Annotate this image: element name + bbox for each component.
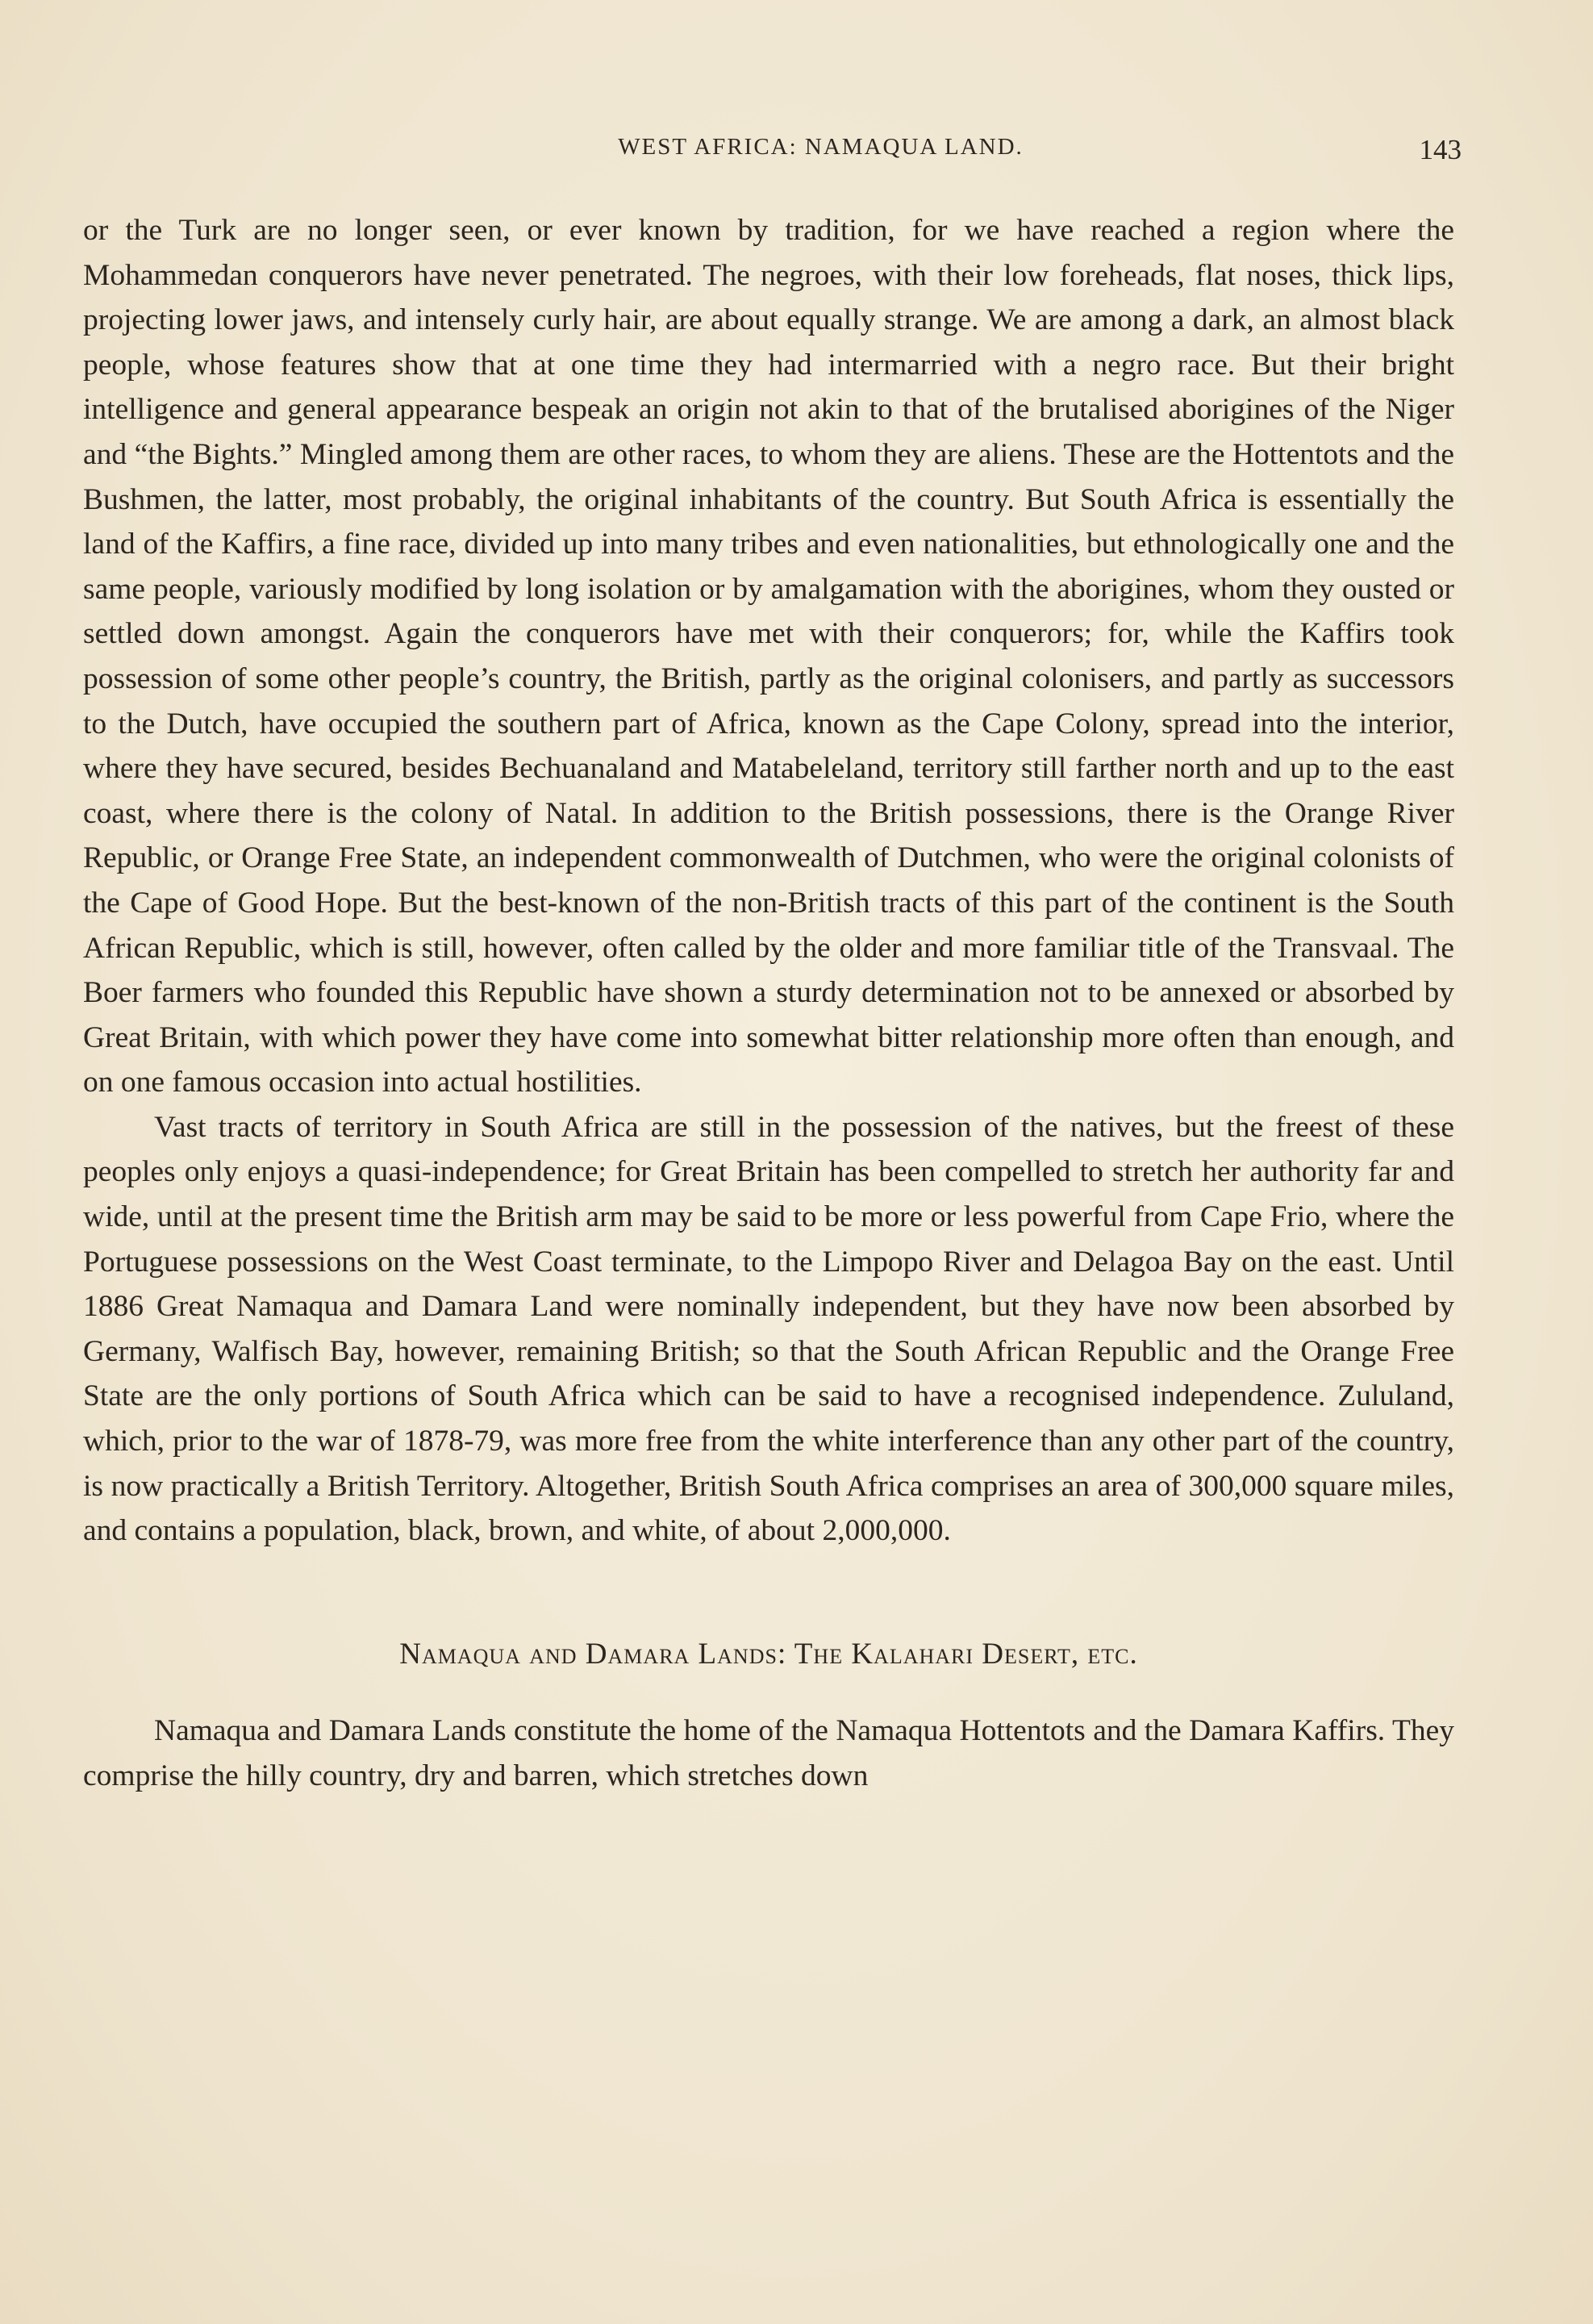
section-heading: Namaqua and Damara Lands: The Kalahari Desert, etc. [399,1637,1138,1671]
body-text [83,208,1454,1799]
paragraph-3: Namaqua and Damara Lands constitute the home of the Namaqua Hottentots and the Damara Kaffirs. They comprise the hilly country, dry and barren, which stretches down [83,1714,1454,1792]
page-number: 143 [1419,134,1462,165]
running-title: WEST AFRICA: NAMAQUA LAND. [618,134,1024,160]
running-head [0,134,1593,166]
paragraph-2: Vast tracts of territory in South Africa are still in the possession of the natives, but the freest of these peoples only enjoys a quasi-independence; for Great Britain has been compelled to stretch her authority far and wide, until at the present time the British arm may be said to be more or less powerful from Cape Frio, where the Portuguese possessions on the West Coast terminate, to the Limpopo River and Delagoa Bay on the east. Until 1886 Great Namaqua and Damara Land were nominally independent, but they have now been absorbed by Germany, Walfisch Bay, however, remaining British; so that the South African Republic and the Orange Free State are the only portions of South Africa which can be said to have a recognised independence. Zululand, which, prior to the war of 1878-79, was more free from the white interference than any other part of the country, is now practically a British Territory. Altogether, British South Africa comprises an area of 300,000 square miles, and contains a population, black, brown, and white, of about 2,000,000. [83,1110,1454,1548]
paragraph-1: or the Turk are no longer seen, or ever known by tradition, for we have reached a region where the Mohammedan conquerors have never penetrated. The negroes, with their low foreheads, flat noses, thick lips, projecting lower jaws, and intensely curly hair, are about equally strange. We are among a dark, an almost black people, whose features show that at one time they had intermarried with a negro race. But their bright intelligence and general appearance bespeak an origin not akin to that of the brutalised aborigines of the Niger and “the Bights.” Mingled among them are other races, to whom they are aliens. These are the Hottentots and the Bushmen, the latter, most probably, the original inhabitants of the country. But South Africa is essentially the land of the Kaffirs, a fine race, divided up into many tribes and even nationalities, but ethnologically one and the same people, variously modified by long isolation or by amalgamation with the aborigines, whom they ousted or settled down amongst. Again the conquerors have met with their conquerors; for, while the Kaffirs took possession of some other people’s country, the British, partly as the original colonisers, and partly as successors to the Dutch, have occupied the southern part of Africa, known as the Cape Colony, spread into the interior, where they have secured, besides Bechuanaland and Matabeleland, territory still farther north and up to the east coast, where there is the colony of Natal. In addition to the British possessions, there is the Orange River Republic, or Orange Free State, an independent commonwealth of Dutchmen, who were the original colonists of the Cape of Good Hope. But the best-known of the non-British tracts of this part of the continent is the South African Republic, which is still, however, often called by the older and more familiar title of the Transvaal. The Boer farmers who founded this Republic have shown a sturdy determination not to be annexed or absorbed by Great Britain, with which power they have come into somewhat bitter relationship more often than enough, and on one famous occasion into actual hostilities. [83,214,1454,1099]
